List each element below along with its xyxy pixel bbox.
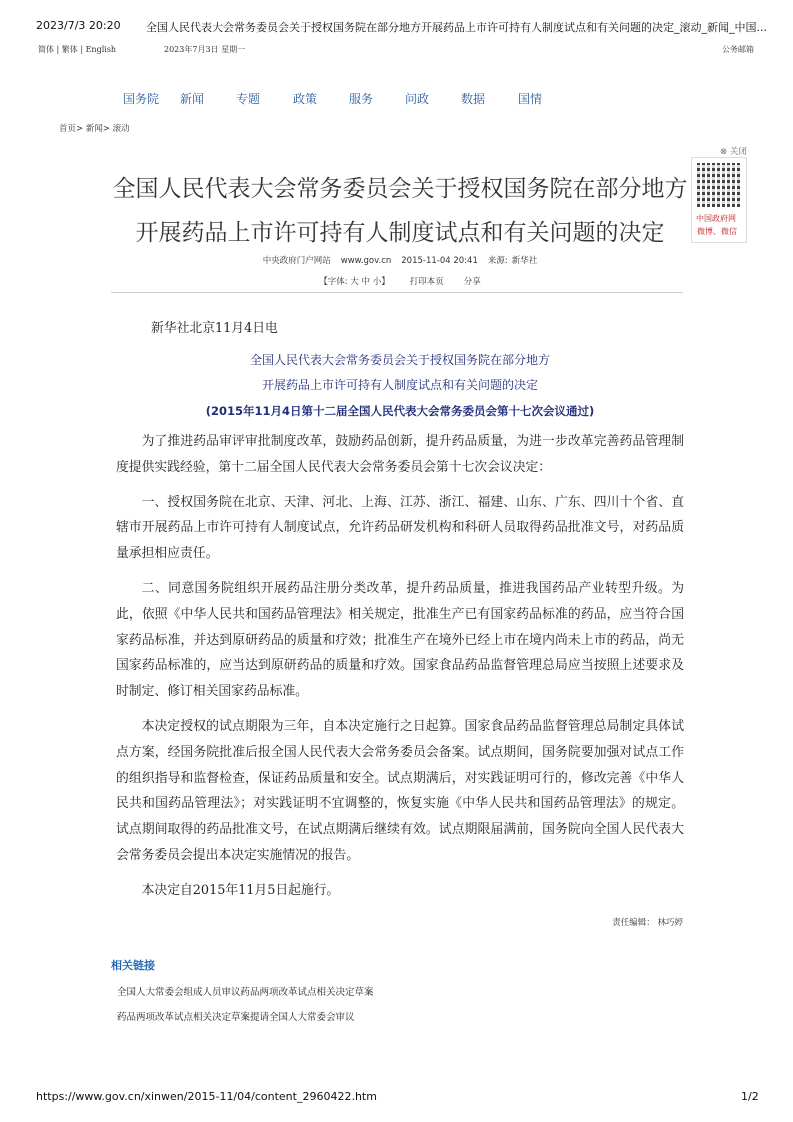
lang-traditional[interactable]: 繁体 xyxy=(61,45,78,54)
paragraph: 为了推进药品审评审批制度改革，鼓励药品创新，提升药品质量，为进一步改革完善药品管理制度提供实践经验，第十二届全国人民代表大会常务委员会第十七次会议决定： xyxy=(116,434,684,475)
qr-code-icon xyxy=(697,163,741,207)
article-tools xyxy=(100,275,700,287)
breadcrumb[interactable]: 首页> 新闻> 滚动 xyxy=(59,124,130,134)
qr-label-2: 微博、微信 xyxy=(697,227,737,236)
doc-title-line-1: 全国人民代表大会常务委员会关于授权国务院在部分地方 xyxy=(249,353,550,367)
article-title-line-2: 开展药品上市许可持有人制度试点和有关问题的决定 xyxy=(135,220,665,246)
nav-data[interactable]: 数据 xyxy=(461,92,486,106)
lang-english[interactable]: English xyxy=(85,45,117,54)
paragraph: 本决定授权的试点期限为三年，自本决定施行之日起算。国家食品药品监督管理总局制定具体试点方案，经国务院批准后报全国人民代表大会常务委员会备案。试点期间，国务院要加强对试点工作的组织指导和监督检查，保证药品质量和安全。试点期满后，对实践证明可行的，修改完善《中华人民共和国药品管理法》；对实践证明不宜调整的，恢复实施《中华人民共和国药品管理法》的规定。试点期间取得的药品批准文号，在试点期满后继续有效。试点期限届满前，国务院向全国人民代表大会常务委员会提出本决定实施情况的报告。 xyxy=(116,718,684,863)
article-meta xyxy=(100,254,700,266)
doc-adoption-note: (2015年11月4日第十二届全国人民代表大会常务委员会第十七次会议通过) xyxy=(205,404,595,418)
font-size-controls[interactable]: 【字体: 大 中 小】 xyxy=(319,277,390,287)
nav-inquiry[interactable]: 问政 xyxy=(405,92,430,106)
article-title-line-1: 全国人民代表大会常务委员会关于授权国务院在部分地方 xyxy=(112,176,688,202)
meta-url: www.gov.cn xyxy=(340,256,392,266)
paragraph: 本决定自2015年11月5日起施行。 xyxy=(141,882,340,898)
print-page-title: 全国人民代表大会常务委员会关于授权国务院在部分地方开展药品上市许可持有人制度试点和有关问题的决定_滚动_新闻_中国... xyxy=(146,21,767,34)
divider xyxy=(111,292,683,293)
meta-site: 中央政府门户网站 xyxy=(262,256,331,266)
current-date: 2023年7月3日 星期一 xyxy=(164,45,246,54)
article-flow xyxy=(111,429,683,1024)
editor: 责任编辑： 林巧婷 xyxy=(612,917,683,928)
nav-guowuyuan[interactable]: 国务院 xyxy=(123,92,160,106)
lang-simplified[interactable]: 简体 xyxy=(38,45,54,54)
qr-label-1: 中国政府网 xyxy=(696,214,736,223)
related-link[interactable]: 全国人大常委会组成人员审议药品两项改革试点相关决定草案 xyxy=(117,986,374,998)
nav-topics[interactable]: 专题 xyxy=(236,92,261,106)
dateline: 新华社北京11月4日电 xyxy=(151,321,278,336)
language-switcher xyxy=(38,44,116,55)
separator: | xyxy=(56,45,60,54)
related-links-heading: 相关链接 xyxy=(111,958,155,972)
nav-policy[interactable]: 政策 xyxy=(293,92,318,106)
separator: | xyxy=(80,45,84,54)
nav-news[interactable]: 新闻 xyxy=(180,92,205,106)
doc-title-line-2: 开展药品上市许可持有人制度试点和有关问题的决定 xyxy=(261,378,538,392)
paragraph: 一、授权国务院在北京、天津、河北、上海、江苏、浙江、福建、山东、广东、四川十个省、直辖市开展药品上市许可持有人制度试点，允许药品研发机构和科研人员取得药品批准文号，对药品质量承担相应责任。 xyxy=(116,494,684,562)
page-number: 1/2 xyxy=(741,1090,759,1103)
print-page-button[interactable]: 打印本页 xyxy=(409,277,444,287)
meta-source: 新华社 xyxy=(511,256,538,266)
print-url: https://www.gov.cn/xinwen/2015-11/04/content_2960422.htm xyxy=(36,1090,377,1103)
nav-services[interactable]: 服务 xyxy=(349,92,374,106)
related-link[interactable]: 药品两项改革试点相关决定草案提请全国人大常委会审议 xyxy=(117,1011,355,1023)
article-body xyxy=(116,429,684,904)
official-mail-link[interactable]: 公务邮箱 xyxy=(722,45,754,54)
paragraph: 二、同意国务院组织开展药品注册分类改革，提升药品质量，推进我国药品产业转型升级。为此，依照《中华人民共和国药品管理法》相关规定，批准生产已有国家药品标准的药品，应当符合国家药品标准，并达到原研药品的质量和疗效；批准生产在境外已经上市在境内尚未上市的药品，尚无国家药品标准的，应当达到原研药品的质量和疗效。国家食品药品监督管理总局应当按照上述要求及时制定、修订相关国家药品标准。 xyxy=(116,580,684,700)
meta-time: 2015-11-04 20:41 xyxy=(401,256,478,266)
qr-close-button[interactable]: ⊗ 关闭 xyxy=(720,147,747,157)
meta-source-label: 来源: xyxy=(487,256,508,266)
nav-national[interactable]: 国情 xyxy=(518,92,543,106)
share-button[interactable]: 分享 xyxy=(463,277,481,287)
meta-source-group xyxy=(488,254,537,266)
print-datetime: 2023/7/3 20:20 xyxy=(36,19,121,32)
